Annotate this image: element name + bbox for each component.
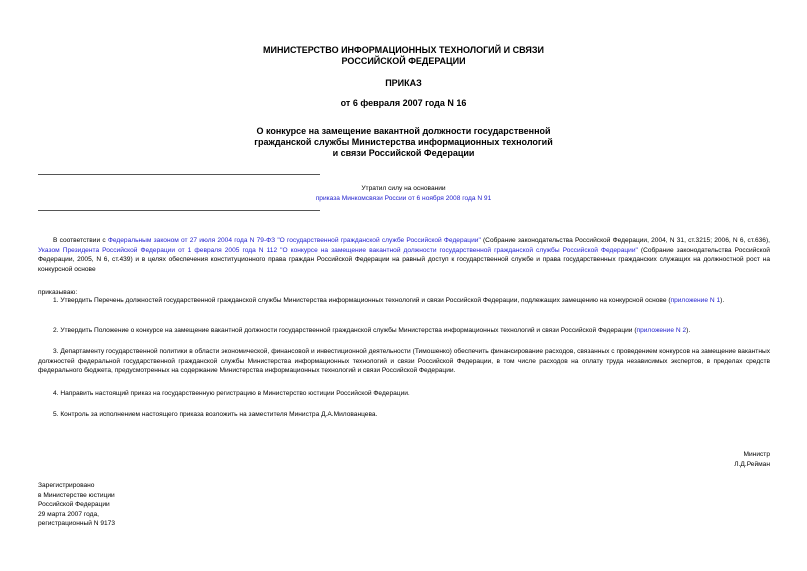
order-item-2 xyxy=(38,326,770,336)
preamble xyxy=(38,236,770,274)
divider-bottom xyxy=(38,210,320,211)
order-item-1 xyxy=(38,296,770,306)
divider-top xyxy=(38,174,320,175)
ministry-line-2: РОССИЙСКОЙ ФЕДЕРАЦИИ xyxy=(341,56,466,66)
registration-line-2: в Министерстве юстиции xyxy=(38,491,115,499)
signature xyxy=(734,450,770,469)
registration-line-3: Российской Федерации xyxy=(38,501,110,509)
item-2-text: 2. Утвердить Положение о конкурсе на замещение вакантной должности государственной гражданской службы Министерства информационных технологий и связи Российской Федерации ( xyxy=(53,327,637,334)
item-2-end: ). xyxy=(686,327,691,334)
registration-line-5: регистрационный N 9173 xyxy=(38,520,116,528)
signature-name: Л.Д.Рейман xyxy=(734,460,770,468)
ministry-line-1: МИНИСТЕРСТВО ИНФОРМАЦИОННЫХ ТЕХНОЛОГИЙ И СВЯЗИ xyxy=(263,45,544,55)
presidential-decree-link[interactable]: Указом Президента Российской Федерации от 1 февраля 2005 года N 112 "О конкурсе на замещение вакантной должности государственной гражданской службы Российской Федерации" xyxy=(38,246,638,254)
preamble-text-3: (Собрание законодательства Российской Федерации, 2005, N 6, ст.439) и в целях обеспечения конституционного права граждан Российской Федерации на равный доступ к государственной службе и права государственных гражданских служащих на должностной рост на конкурсной основе xyxy=(38,246,770,273)
status-note-text: Утратил силу на основании xyxy=(361,185,446,192)
preamble-text-2: (Собрание законодательства Российской Федерации, 2004, N 31, ст.3215; 2006, N 6, ст.636), xyxy=(480,237,771,244)
signature-position: Министр xyxy=(743,451,770,458)
doc-date-number: от 6 февраля 2007 года N 16 xyxy=(340,98,467,108)
order-word: приказываю: xyxy=(38,289,78,296)
preamble-text-1: В соответствии с xyxy=(53,237,108,244)
ministry-heading xyxy=(0,45,807,67)
order-item-3: 3. Департаменту государственной политики в области экономической, финансовой и инвестиционной деятельности (Тимошенко) обеспечить финансирование расходов, связанных с проведением конкурсов на замещение вакантных должностей федеральной государственной гражданской службы Министерства информационных технологий и связи Российской Федерации, в том числе расходов на оплату труда независимых экспертов, в пределах средств федерального бюджета, предусмотренных на содержание Министерства информационных технологий и связи Российской Федерации. xyxy=(38,348,770,375)
registration-line-1: Зарегистрировано xyxy=(38,482,95,489)
item-1-end: ). xyxy=(720,297,725,304)
appendix-2-link[interactable]: приложение N 2 xyxy=(636,327,687,334)
order-item-5: 5. Контроль за исполнением настоящего приказа возложить на заместителя Министра Д.А.Милованцева. xyxy=(53,411,378,418)
federal-law-link[interactable]: Федеральным законом от 27 июля 2004 года N 79-ФЗ "О государственной гражданской службе Российской Федерации" xyxy=(107,237,481,244)
appendix-1-link[interactable]: приложение N 1 xyxy=(670,297,721,304)
registration-line-4: 29 марта 2007 года, xyxy=(38,510,99,518)
status-note-link[interactable]: приказа Минкомсвязи России от 6 ноября 2008 года N 91 xyxy=(315,194,492,202)
order-item-4: 4. Направить настоящий приказ на государственную регистрацию в Министерство юстиции Российской Федерации. xyxy=(53,390,410,397)
registration-note xyxy=(38,481,115,529)
title-line-2: гражданской службы Министерства информационных технологий xyxy=(254,137,553,147)
status-note xyxy=(0,184,807,203)
item-1-text: 1. Утвердить Перечень должностей государственной гражданской службы Министерства информационных технологий и связи Российской Федерации, подлежащих замещению на конкурсной основе ( xyxy=(53,297,671,304)
title-line-3: и связи Российской Федерации xyxy=(332,148,475,158)
doc-type: ПРИКАЗ xyxy=(385,78,422,88)
doc-title xyxy=(0,126,807,159)
title-line-1: О конкурсе на замещение вакантной должности государственной xyxy=(256,126,551,136)
